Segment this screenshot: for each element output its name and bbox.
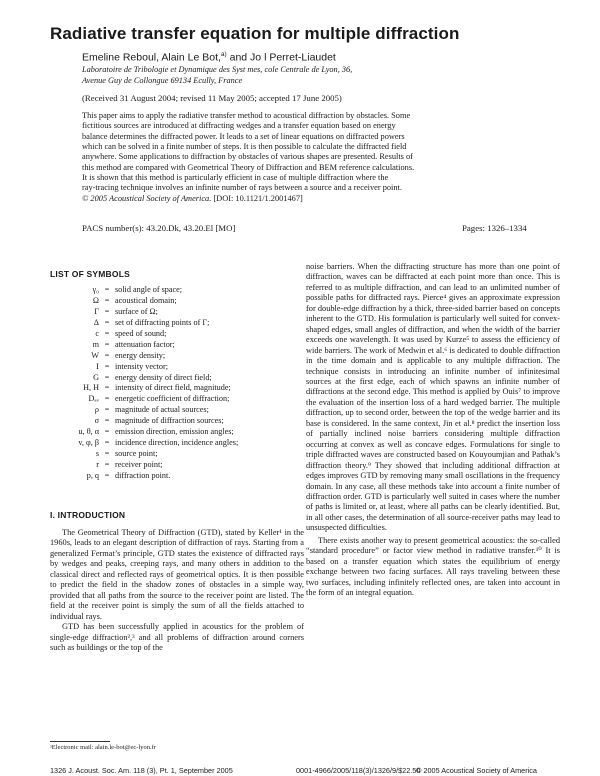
symbol-description: diffraction point. [115, 470, 171, 480]
equals-sign: = [104, 383, 110, 393]
copyright: © 2005 Acoustical Society of America. [82, 193, 212, 203]
intro-paragraph: The Geometrical Theory of Diffraction (GTD), stated by Keller¹ in the 1960s, leads to an elegant description of diffraction of rays. Starting from a generalized Fermat’s principle, GTD states the existence of diffracted rays by wedges and peaks, creeping rays, and many others in addition to the classical direct and reflected rays of geometrical optics. It is then possible to predict the field in the shadow zones of obstacles in a simple way, provided that all paths from the source to the receiver point are listed. The field at the receiver point is simply the sum of all the fields attached to individual rays. [50, 528, 304, 621]
symbol: v, φ, β [78, 438, 99, 448]
abstract-line: anywhere. Some applications to diffraction by obstacles of various shapes are presented. Results of [82, 152, 413, 162]
symbol-row [50, 394, 304, 405]
body-paragraph: There exists another way to present geometrical acoustics: the so-called “standard procedure” or factor view method in radiative transfer.¹⁰ It is based on a transfer equation which states the equilibrium of energy exchange between two facing surfaces. All rays traveling between these two surfaces, including infinitely reflected ones, are taken into account in the form of an integral equation. [306, 535, 560, 598]
symbol-description: surface of Ω; [115, 306, 158, 316]
symbol: c [95, 328, 99, 338]
equals-sign: = [104, 372, 110, 382]
affiliation-line: Avenue Guy de Collongue 69134 Ecully, France [82, 76, 243, 85]
doi-link[interactable]: [DOI: 10.1121/1.2001467] [211, 193, 303, 203]
equals-sign: = [104, 317, 110, 327]
symbol-description: incidence direction, incidence angles; [115, 438, 239, 448]
equals-sign: = [104, 427, 110, 437]
abstract-line: ray-tracing technique involves an infinite number of rays between a source and a receiver point. [82, 183, 402, 193]
equals-sign: = [104, 295, 110, 305]
symbol: Dₐᵥ [88, 394, 99, 404]
abstract-line: this method are compared with Geometrical Theory of Diffraction and BEM reference calculations. [82, 162, 415, 172]
right-column-text [306, 262, 560, 599]
symbol-description: energy density of direct field; [115, 372, 212, 382]
symbol-description: speed of sound; [115, 328, 167, 338]
symbol-description: acoustical domain; [115, 295, 177, 305]
symbol: H, H [83, 383, 99, 393]
symbol-row [50, 340, 304, 351]
symbol: Γ [94, 306, 99, 316]
symbol-row [50, 383, 304, 394]
equals-sign: = [104, 405, 110, 415]
symbol-description: receiver point; [115, 460, 163, 469]
symbol-row [50, 296, 304, 307]
symbol-description: magnitude of diffraction sources; [115, 416, 224, 426]
abstract-line: fictitious sources are introduced at diffracting wedges and a transfer equation based on energy [82, 121, 396, 131]
abstract-line: which can be solved in a finite number of steps. It is then possible to calculate the diffracted field [82, 142, 407, 152]
symbol-description: energetic coefficient of diffraction; [115, 394, 230, 404]
equals-sign: = [104, 361, 110, 371]
author-names: Emeline Reboul, Alain Le Bot, [82, 51, 221, 64]
article-title: Radiative transfer equation for multiple diffraction [50, 24, 460, 43]
left-column-text [50, 528, 304, 653]
symbol: u, θ, α [78, 427, 99, 437]
intro-paragraph: GTD has been successfully applied in acoustics for the problem of single-edge diffraction²,³ and all problems of diffraction around corners such as buildings or the top of the [50, 622, 304, 652]
symbol-description: solid angle of space; [115, 285, 183, 294]
symbol: I [96, 361, 99, 371]
equals-sign: = [104, 350, 110, 360]
symbol-row [50, 373, 304, 384]
symbol-row [50, 427, 304, 438]
abstract-line: It is shown that this method is particularly efficient in case of multiple diffraction where the [82, 173, 389, 183]
equals-sign: = [104, 460, 110, 469]
equals-sign: = [104, 416, 110, 426]
symbol-row [50, 307, 304, 318]
abstract [82, 111, 542, 204]
symbol-description: source point; [115, 449, 158, 459]
author-footnote-mark: a) [220, 51, 227, 58]
abstract-copyright-line [82, 194, 542, 204]
abstract-line: This paper aims to apply the radiative transfer method to acoustical diffraction by obstacles. Some [82, 111, 411, 120]
equals-sign: = [104, 449, 110, 459]
symbol-row [50, 460, 304, 471]
symbols-heading: LIST OF SYMBOLS [50, 269, 130, 279]
symbol-row [50, 362, 304, 373]
symbol-description: intensity vector; [115, 361, 168, 371]
symbol-row [50, 285, 304, 296]
symbol-row [50, 416, 304, 427]
footer-issn: 0001-4966/2005/118(3)/1326/9/$22.50 [296, 766, 421, 775]
author-list [82, 51, 562, 64]
equals-sign: = [104, 339, 110, 349]
symbol: ρ [94, 405, 99, 415]
symbol-description: energy density; [115, 350, 166, 360]
body-paragraph: noise barriers. When the diffracting structure has more than one point of diffraction, waves can be diffracted at each point more than once. This is referred to as multiple diffraction, and can lead to an unlimited number of possible paths for diffracted rays. Pierce⁴ gives an approximate expression for double-edge diffraction by a thick, three-sided barrier based on concepts inherent to the GTD. His formulation is particularly well suited for convex-shaped edges, small angles of diffraction, and when the width of the barrier exceeds one wavelength. It was used by Kurze⁵ to assess the efficiency of wide barriers. The work of Medwin et al.⁶ is dedicated to double diffraction in the time domain and is applicable to any multiple diffraction. The technique consists in introducing an infinite number of infinitesimal sources at the first edge, each of which spawns an infinite number of diffractions at the second edge. This method is applied by Ouis⁷ to improve the evaluation of the insertion loss of a hard wedged barrier. The multiple diffraction, up to second order, between the top of the wedge barrier and its base is considered. In the same context, Jin et al.⁸ predict the insertion loss of partially inclined noise barriers considering multiple diffraction occurring at convex as well as concave edges. Formulations for single to triple diffracted waves are constructed based on Kouyoumjian and Pathak’s diffraction theory.⁹ They showed that including additional diffraction at edges improves GTD by removing many small oscillations in the frequency domain. In any case, all these methods take into account a finite number of diffraction order. GTD is particularly well suited in cases where the number of paths is limited or, at least, where all paths can be clearly identified. But, in all other cases, the determination of all source-receiver paths may lead to unsuspected difficulties. [306, 262, 560, 533]
symbol-row [50, 351, 304, 362]
symbol: s [95, 449, 99, 459]
symbol: σ [94, 416, 99, 426]
author-last: and Jo l Perret-Liaudet [226, 51, 336, 64]
symbol-description: set of diffracting points of Γ; [115, 317, 210, 327]
equals-sign: = [104, 285, 110, 294]
symbol: p, q [86, 470, 99, 480]
symbol-list [50, 285, 304, 482]
symbol-row [50, 318, 304, 329]
footer-copyright: © 2005 Acoustical Society of America [416, 766, 537, 775]
symbol: G [93, 372, 99, 382]
equals-sign: = [104, 328, 110, 338]
footnote-divider [50, 741, 110, 742]
page-range: Pages: 1326–1334 [462, 223, 527, 233]
symbol-row [50, 449, 304, 460]
pacs-numbers: PACS number(s): 43.20.Dk, 43.20.El [MO] [82, 223, 236, 233]
affiliation-line: Laboratoire de Tribologie et Dynamique des Syst mes, cole Centrale de Lyon, 36, [82, 65, 353, 74]
symbol-row [50, 405, 304, 416]
symbol: γ₀ [92, 285, 99, 294]
symbol-row [50, 329, 304, 340]
symbol: r [96, 460, 99, 469]
symbol-description: emission direction, emission angles; [115, 427, 234, 437]
introduction-heading: I. INTRODUCTION [50, 510, 126, 520]
received-dates: (Received 31 August 2004; revised 11 May 2005; accepted 17 June 2005) [82, 93, 342, 103]
symbol-description: magnitude of actual sources; [115, 405, 209, 415]
affiliation [82, 64, 542, 86]
symbol: W [91, 350, 99, 360]
symbol: Ω [92, 295, 99, 305]
abstract-line: balance determines the diffracted power. It leads to a set of linear equations on diffracted powers [82, 131, 405, 141]
symbol-row [50, 471, 304, 482]
footnote-email: ᵃElectronic mail: alain.le-bot@ec-lyon.fr [50, 744, 156, 751]
symbol-description: attenuation factor; [115, 339, 175, 349]
symbol: Δ [93, 317, 99, 327]
equals-sign: = [104, 470, 110, 480]
symbol-description: intensity of direct field, magnitude; [115, 383, 231, 393]
equals-sign: = [104, 306, 110, 316]
symbol-row [50, 438, 304, 449]
equals-sign: = [104, 394, 110, 404]
symbol: m [92, 339, 99, 349]
footer-journal: 1326 J. Acoust. Soc. Am. 118 (3), Pt. 1, September 2005 [50, 766, 233, 775]
equals-sign: = [104, 438, 110, 448]
